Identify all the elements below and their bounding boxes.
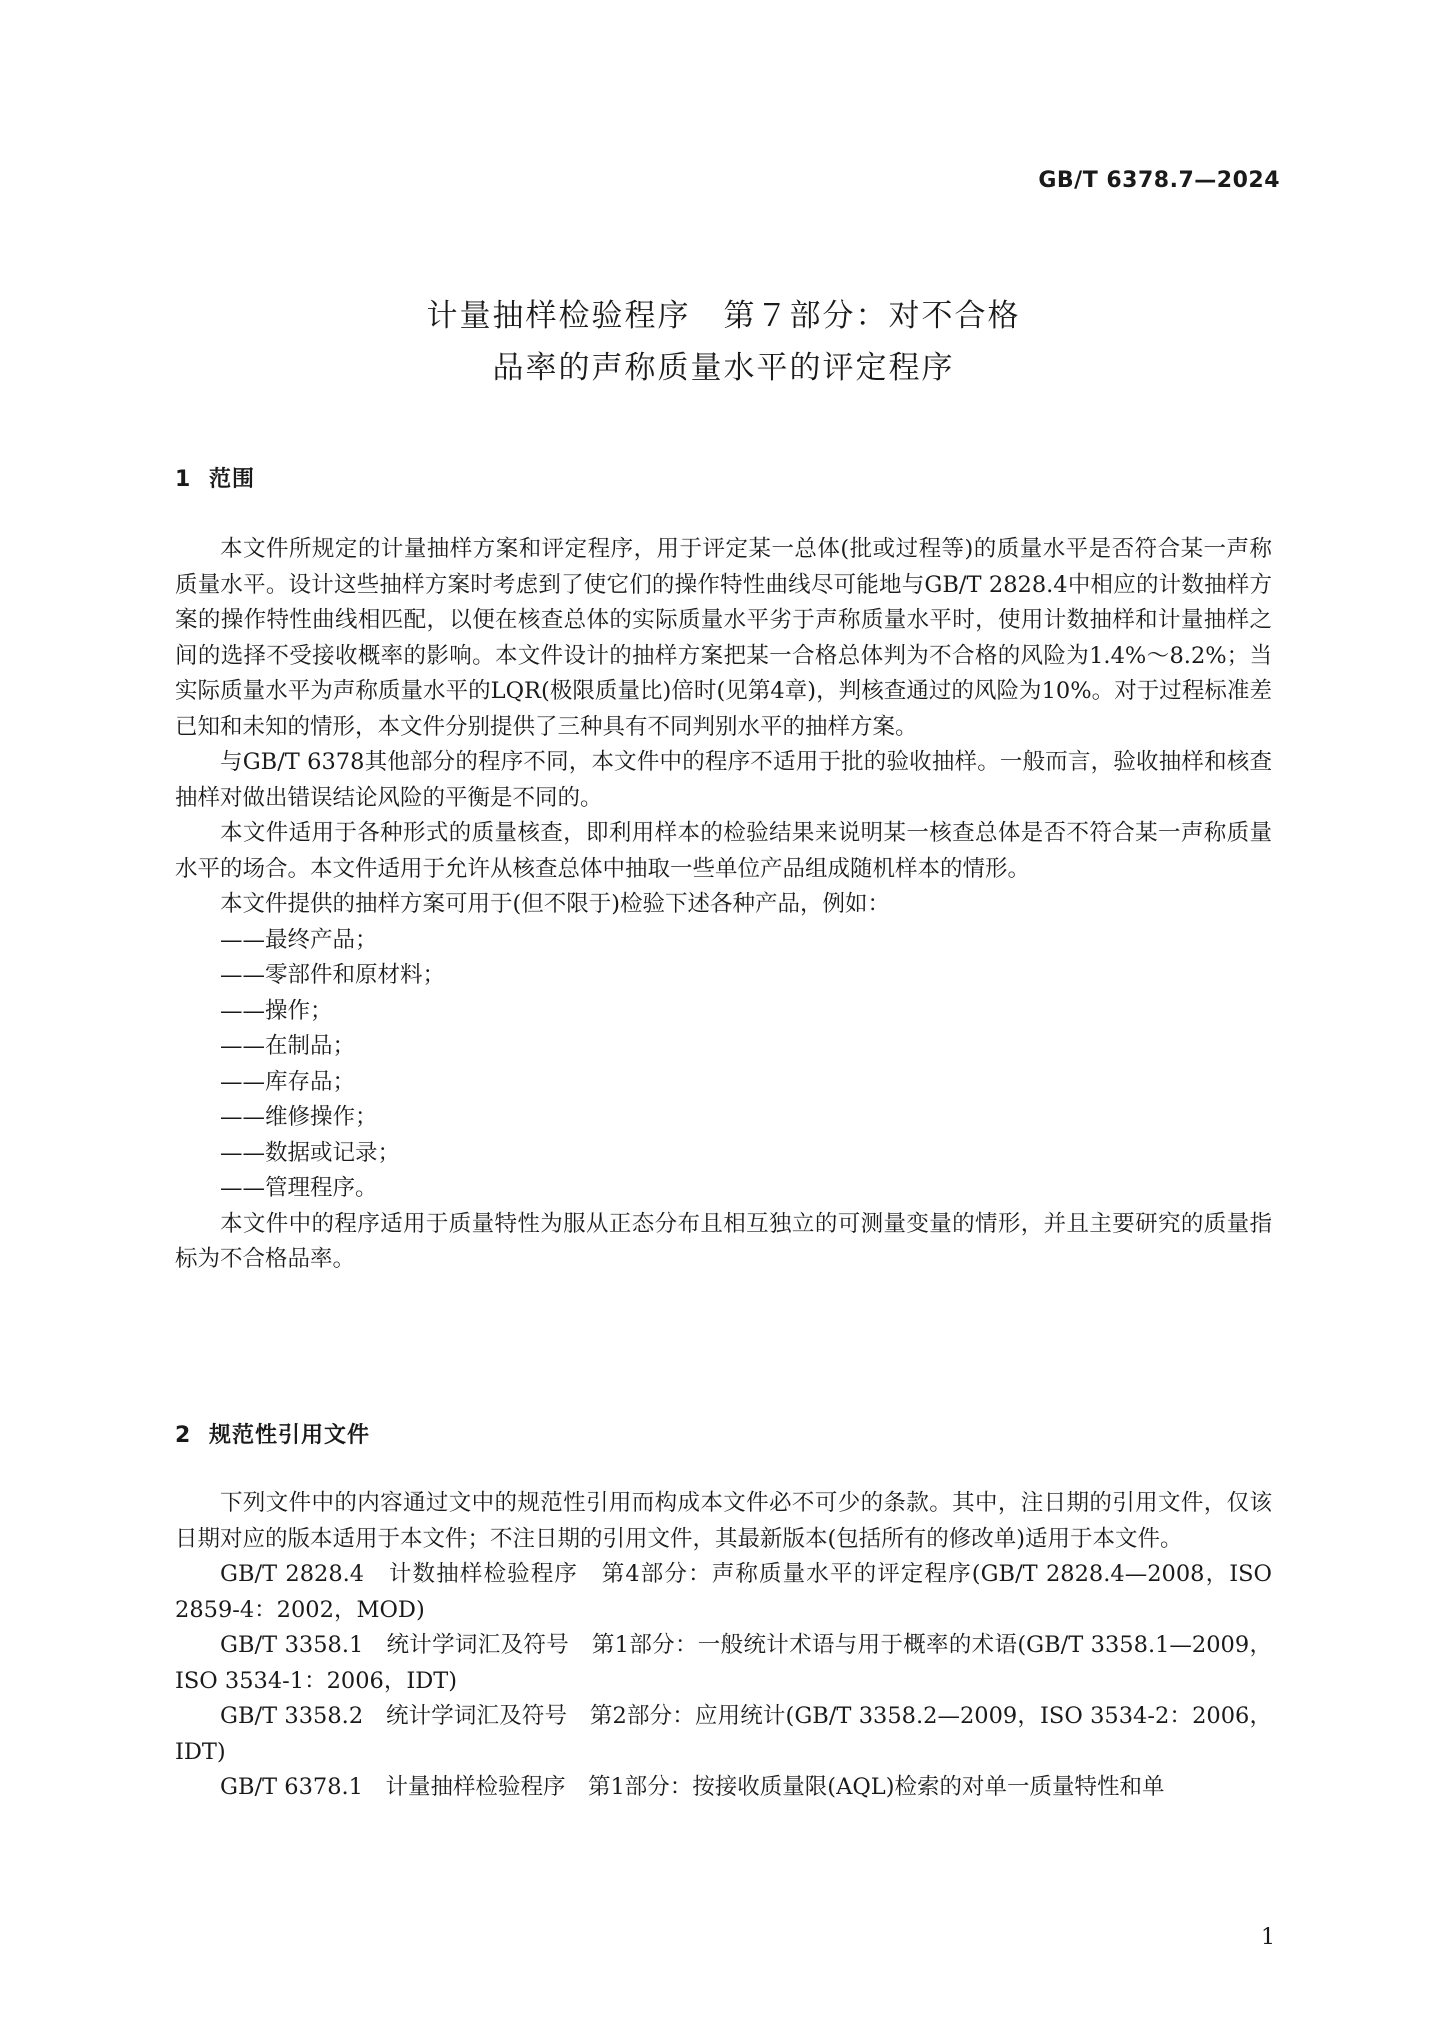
- list-item: ——最终产品；: [220, 926, 378, 953]
- section-2-number: 2: [175, 1423, 192, 1448]
- reference-entry: GB/T 3358.2 统计学词汇及符号 第2部分：应用统计(GB/T 3358.2—2009，ISO 3534-2：2006，IDT): [175, 1703, 1272, 1765]
- section-1-paragraph: 与GB/T 6378其他部分的程序不同，本文件中的程序不适用于批的验收抽样。一般而言，验收抽样和核查抽样对做出错误结论风险的平衡是不同的。: [175, 749, 1272, 811]
- section-2-intro: 下列文件中的内容通过文中的规范性引用而构成本文件必不可少的条款。其中，注日期的引用文件，仅该日期对应的版本适用于本文件；不注日期的引用文件，其最新版本(包括所有的修改单)适用于本文件。: [175, 1490, 1272, 1552]
- section-1-paragraph: 本文件所规定的计量抽样方案和评定程序，用于评定某一总体(批或过程等)的质量水平是否符合某一声称质量水平。设计这些抽样方案时考虑到了使它们的操作特性曲线尽可能地与GB/T 2828.4中相应的计数抽样方案的操作特性曲线相匹配，以便在核查总体的实际质量水平劣于声称质量水平时，使用计数抽样和计量抽样之间的选择不受接收概率的影响。本文件设计的抽样方案把某一合格总体判为不合格的风险为1.4%～8.2%；当实际质量水平为声称质量水平的LQR(极限质量比)倍时(见第4章)，判核查通过的风险为10%。对于过程标准差已知和未知的情形，本文件分别提供了三种具有不同判别水平的抽样方案。: [175, 536, 1272, 740]
- list-item: ——库存品；: [220, 1068, 356, 1095]
- page-number: 1: [1261, 1925, 1275, 1950]
- reference-entry: GB/T 6378.1 计量抽样检验程序 第1部分：按接收质量限(AQL)检索的对单一质量特性和单: [220, 1774, 1165, 1800]
- section-1-body: [175, 532, 1272, 1278]
- section-2-body: [175, 1486, 1272, 1806]
- section-2-heading: [175, 1418, 370, 1454]
- list-item: ——管理程序。: [220, 1175, 378, 1201]
- list-item: ——操作；: [220, 997, 333, 1024]
- section-1-paragraph: 本文件提供的抽样方案可用于(但不限于)检验下述各种产品，例如：: [220, 891, 891, 917]
- section-1-closing-paragraph: 本文件中的程序适用于质量特性为服从正态分布且相互独立的可测量变量的情形，并且主要研究的质量指标为不合格品率。: [175, 1210, 1272, 1272]
- reference-entry: GB/T 2828.4 计数抽样检验程序 第4部分：声称质量水平的评定程序(GB/T 2828.4—2008，ISO 2859-4：2002，MOD): [175, 1561, 1272, 1623]
- list-item: ——在制品；: [220, 1033, 356, 1059]
- title-line-1: 计量抽样检验程序 第７部分：对不合格: [426, 298, 1021, 334]
- reference-entry: GB/T 3358.1 统计学词汇及符号 第1部分：一般统计术语与用于概率的术语(GB/T 3358.1—2009，ISO 3534-1：2006，IDT): [175, 1632, 1272, 1694]
- standard-code: GB/T 6378.7—2024: [1038, 168, 1280, 193]
- list-item: ——维修操作；: [220, 1104, 378, 1130]
- section-1-number: 1: [175, 467, 192, 492]
- document-title: [175, 290, 1272, 394]
- section-1-paragraph: 本文件适用于各种形式的质量核查，即利用样本的检验结果来说明某一核查总体是否不符合某一声称质量水平的场合。本文件适用于允许从核查总体中抽取一些单位产品组成随机样本的情形。: [175, 820, 1272, 882]
- section-2-title: 规范性引用文件: [209, 1423, 371, 1448]
- title-line-2: 品率的声称质量水平的评定程序: [492, 350, 955, 386]
- section-1-heading: [175, 462, 255, 498]
- list-item: ——数据或记录；: [220, 1139, 401, 1166]
- list-item: ——零部件和原材料；: [220, 962, 446, 988]
- section-1-title: 范围: [209, 467, 256, 492]
